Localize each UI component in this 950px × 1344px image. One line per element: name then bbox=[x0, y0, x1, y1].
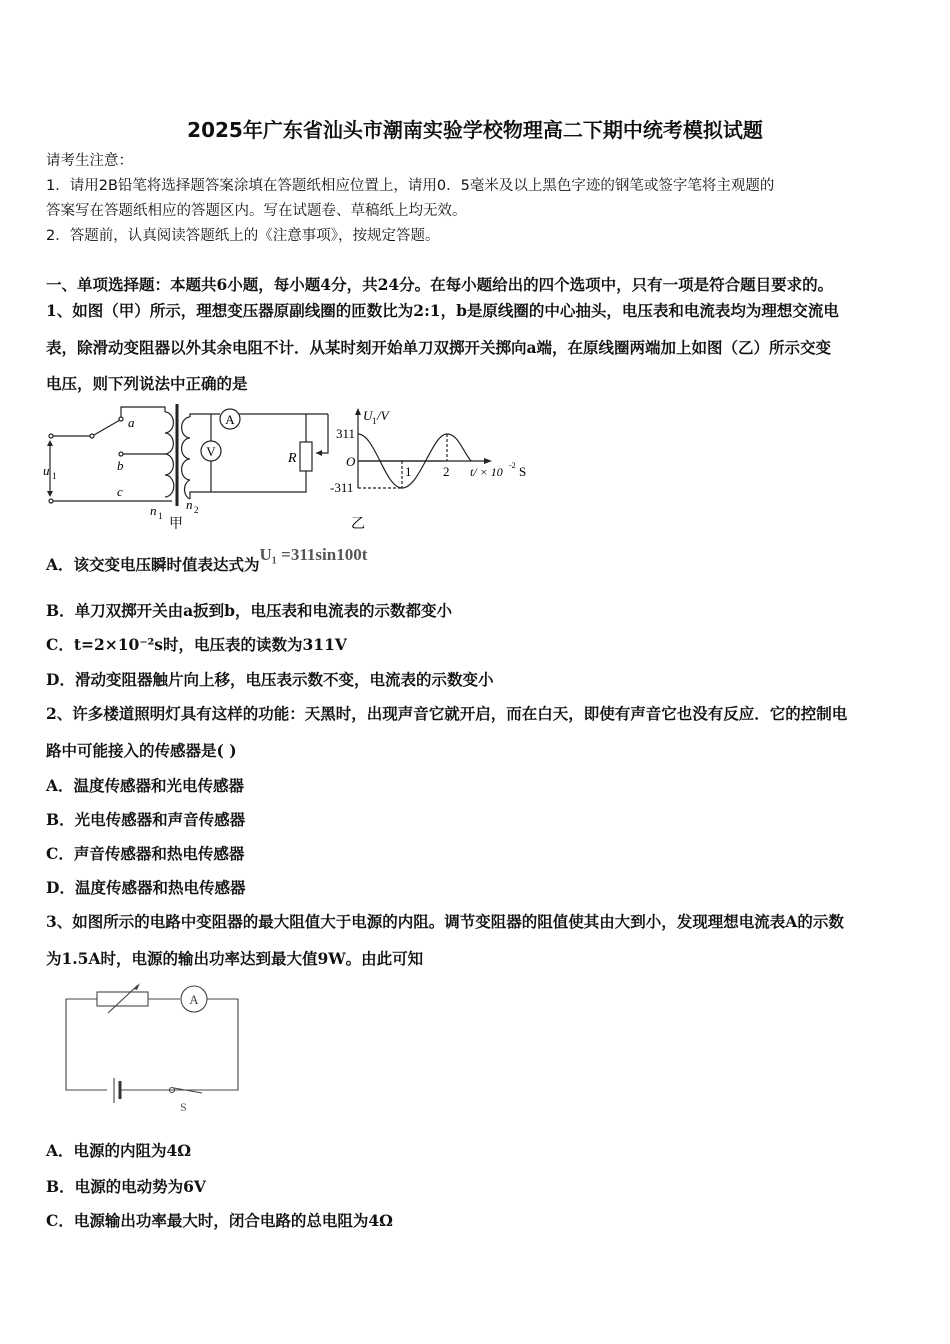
figure-jia-label: 甲 bbox=[169, 517, 183, 532]
question-2-option-c[interactable]: C．声音传感器和热电传感器 bbox=[46, 844, 245, 863]
section-heading: 一、单项选择题：本题共6小题，每小题4分，共24分。在每小题给出的四个选项中，只有一项是符合题目要求的。 bbox=[46, 275, 834, 294]
question-2-option-a[interactable]: A．温度传感器和光电传感器 bbox=[46, 776, 245, 795]
terminal-b-label: b bbox=[117, 458, 124, 473]
question-3-line: 3、如图所示的电路中变阻器的最大阻值大于电源的内阻。调节变阻器的阻值使其由大到小，发现理想电流表A的示数 bbox=[46, 912, 844, 931]
question-3-option-c[interactable]: C．电源输出功率最大时，闭合电路的总电阻为4Ω bbox=[46, 1211, 393, 1230]
question-1-option-d[interactable]: D．滑动变阻器触片向上移，电压表示数不变，电流表的示数变小 bbox=[46, 670, 494, 689]
question-1-line: 表，除滑动变阻器以外其余电阻不计．从某时刻开始单刀双掷开关掷向a端，在原线圈两端加上如图（乙）所示交变 bbox=[46, 338, 832, 357]
terminal-a-label: a bbox=[128, 415, 135, 430]
n1-subscript: 1 bbox=[158, 511, 163, 521]
y-axis-subscript: 1 bbox=[372, 416, 377, 426]
y-axis-unit: /V bbox=[377, 408, 389, 423]
u1-label: u bbox=[43, 463, 50, 478]
origin-label: O bbox=[346, 454, 356, 469]
question-1-line: 1、如图（甲）所示，理想变压器原副线圈的匝数比为2:1，b是原线圈的中心抽头，电压表和电流表均为理想交流电 bbox=[46, 301, 839, 320]
ammeter-label: A bbox=[189, 992, 199, 1007]
note-line: 答案写在答题纸相应的答题区内。写在试题卷、草稿纸上均无效。 bbox=[46, 203, 467, 219]
x-axis-exponent: -2 bbox=[509, 461, 516, 470]
question-2-option-d[interactable]: D．温度传感器和热电传感器 bbox=[46, 878, 246, 897]
terminal-c-label: c bbox=[117, 484, 123, 499]
figure-yi-label: 乙 bbox=[351, 517, 365, 532]
note-line: 2．答题前，认真阅读答题纸上的《注意事项》，按规定答题。 bbox=[46, 228, 440, 244]
resistor-label: R bbox=[288, 451, 297, 466]
notes-heading: 请考生注意： bbox=[46, 153, 133, 169]
y-axis-label: U bbox=[363, 408, 373, 423]
note-line: 1．请用2B铅笔将选择题答案涂填在答题纸相应位置上，请用0．5毫米及以上黑色字迹的钢笔或签字笔将主观题的 bbox=[46, 178, 775, 194]
x-axis-unit: S bbox=[519, 464, 527, 479]
n2-subscript: 2 bbox=[194, 505, 199, 515]
question-1-option-a[interactable] bbox=[46, 545, 368, 575]
question-3-line: 为1.5A时，电源的输出功率达到最大值9W。由此可知 bbox=[46, 949, 424, 968]
n2-label: n bbox=[186, 497, 193, 512]
t-tick-1: 1 bbox=[405, 464, 412, 479]
n1-label: n bbox=[150, 503, 157, 518]
voltage-formula: U₁ =311sin100t bbox=[259, 545, 368, 564]
question-1-option-b[interactable]: B．单刀双掷开关由a扳到b，电压表和电流表的示数都变小 bbox=[46, 601, 452, 620]
switch-label: S bbox=[180, 1100, 187, 1114]
page-title: 2025年广东省汕头市潮南实验学校物理高二下期中统考模拟试题 bbox=[187, 118, 763, 142]
y-min-tick: -311 bbox=[330, 480, 354, 495]
option-text: A．该交变电压瞬时值表达式为 bbox=[46, 555, 260, 574]
question-3-option-a[interactable]: A．电源的内阻为4Ω bbox=[46, 1141, 192, 1160]
t-tick-2: 2 bbox=[443, 464, 450, 479]
question-2-line: 路中可能接入的传感器是( ) bbox=[46, 741, 237, 760]
voltmeter-label: V bbox=[206, 444, 216, 459]
transformer-circuit-figure bbox=[40, 400, 527, 535]
y-max-tick: 311 bbox=[336, 426, 356, 441]
ammeter-label: A bbox=[225, 412, 235, 427]
question-1-option-c[interactable]: C．t=2×10⁻²s时，电压表的读数为311V bbox=[46, 635, 347, 654]
question-3-option-b[interactable]: B．电源的电动势为6V bbox=[46, 1177, 206, 1196]
u1-subscript: 1 bbox=[52, 471, 57, 481]
x-axis-label: t/ × 10 bbox=[470, 465, 503, 479]
question-1-line: 电压，则下列说法中正确的是 bbox=[46, 374, 248, 393]
question-2-line: 2、许多楼道照明灯具有这样的功能：天黑时，出现声音它就开启，而在白天，即使有声音它也没有反应．它的控制电 bbox=[46, 704, 848, 723]
simple-circuit-figure bbox=[60, 985, 250, 1115]
question-2-option-b[interactable]: B．光电传感器和声音传感器 bbox=[46, 810, 246, 829]
